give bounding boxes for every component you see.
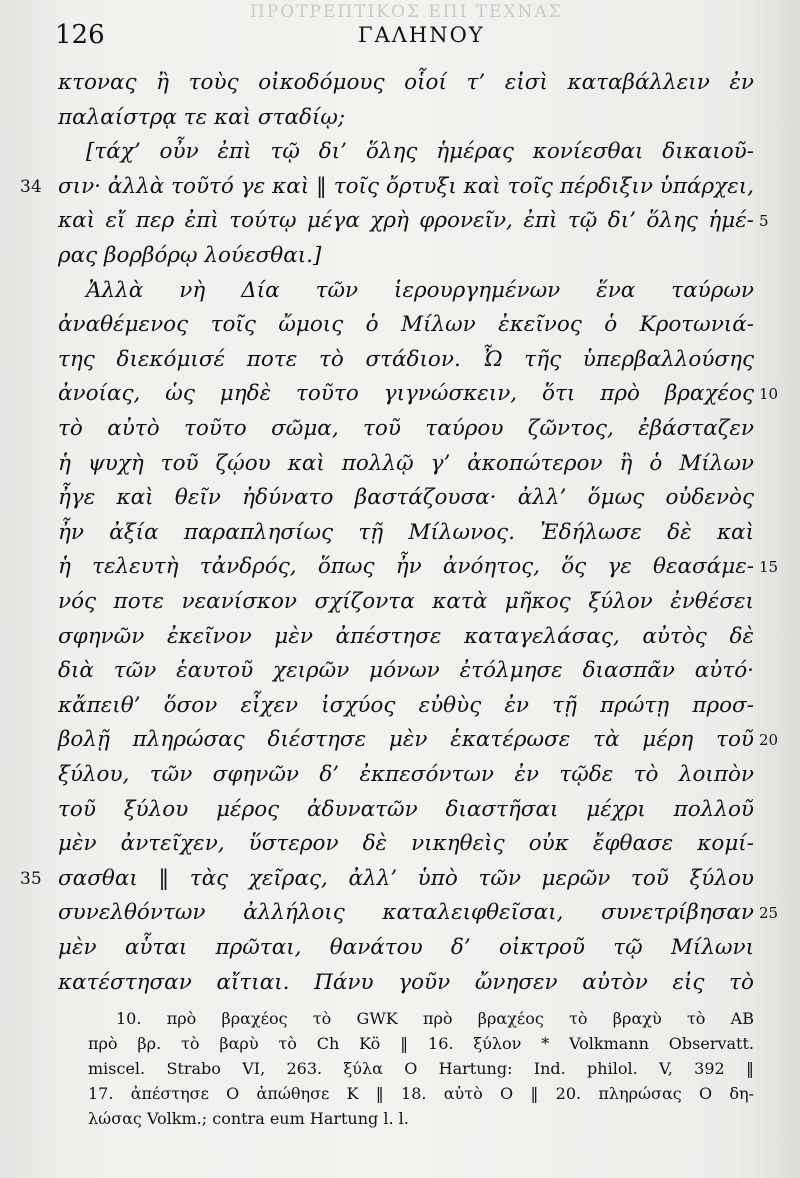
text-line-content: τὸ αὐτὸ τοῦτο σῶμα, τοῦ ταύρου ζῶντος, ἐβάσταζεν [58, 416, 754, 441]
text-line [58, 377, 754, 411]
text-line [58, 412, 754, 446]
apparatus-line: λώσας Volkm.; contra eum Hartung l. l. [88, 1109, 409, 1128]
text-line [58, 274, 754, 308]
text-line-content: κἄπειθ’ ὅσον εἶχεν ἰσχύος εὐθὺς ἐν τῇ πρώτῃ προσ- [58, 693, 754, 718]
text-line [58, 204, 754, 238]
text-line-content: Ἀλλὰ νὴ Δία τῶν ἱερουργημένων ἕνα ταύρων [86, 278, 754, 303]
text-line-content: κατέστησαν αἴτιαι. Πάνυ γοῦν ὤνησεν αὐτὸν εἰς τὸ [58, 970, 754, 995]
text-line [58, 931, 754, 965]
text-line-content: σασθαι ‖ τὰς χεῖρας, ἀλλ’ ὑπὸ τῶν μερῶν τοῦ ξύλου [58, 866, 754, 891]
text-line [58, 758, 754, 792]
text-line-content: ἀνοίας, ὡς μηδὲ τοῦτο γιγνώσκειν, ὅτι πρὸ βραχέος [58, 381, 754, 406]
text-line-content: νός ποτε νεανίσκον σχίζοντα κατὰ μῆκος ξύλον ἐνθέσει [58, 589, 754, 614]
running-head: ΓΑΛΗΝΟΥ [358, 23, 485, 47]
text-line-content: ἦν ἀξία παραπλησίως τῇ Μίλωνος. Ἐδήλωσε δὲ καὶ [58, 520, 754, 545]
page-header [55, 20, 755, 54]
text-line [58, 585, 754, 619]
text-line [58, 723, 754, 757]
text-line [58, 896, 754, 930]
text-line-content: ξύλου, τῶν σφηνῶν δ’ ἐκπεσόντων ἐν τῷδε τὸ λοιπὸν [58, 762, 754, 787]
text-line [58, 516, 754, 550]
text-line-content: [τάχ’ οὖν ἐπὶ τῷ δι’ ὅλης ἡμέρας κονίεσθαι δικαιοῦ- [86, 139, 754, 164]
line-number: 10 [759, 385, 779, 403]
text-line [58, 101, 754, 135]
page-number: 126 [55, 20, 105, 50]
text-line-content: τοῦ ξύλου μέρος ἀδυνατῶν διαστῆσαι μέχρι πολλοῦ [58, 797, 754, 822]
text-line [58, 308, 754, 342]
text-line-content: μὲν αὗται πρῶται, θανάτου δ’ οἰκτροῦ τῷ Μίλωνι [58, 935, 754, 960]
line-number: 15 [759, 558, 779, 576]
apparatus-line: πρὸ βρ. τὸ βαρὺ τὸ Ch Kö ‖ 16. ξύλον * Volkmann Observatt. [88, 1034, 754, 1053]
text-line-content: της διεκόμισέ ποτε τὸ στάδιον. Ὦ τῆς ὑπερβαλλούσης [58, 347, 754, 372]
text-line [58, 793, 754, 827]
text-line [58, 481, 754, 515]
text-line [58, 447, 754, 481]
text-line [58, 343, 754, 377]
text-line-content: ἡ τελευτὴ τἀνδρός, ὅπως ἦν ἀνόητος, ὅς γε θεασάμε- [58, 554, 754, 579]
apparatus-line: miscel. Strabo VI, 263. ξύλα O Hartung: Ind. philol. V, 392 ‖ [88, 1059, 754, 1078]
text-line [58, 654, 754, 688]
text-line [58, 550, 754, 584]
text-line-content: ἀναθέμενος τοῖς ὤμοις ὁ Μίλων ἐκεῖνος ὁ Κροτωνιά- [58, 312, 754, 337]
apparatus-line: 17. ἀπέστησε O ἀπώθησε K ‖ 18. αὐτὸ O ‖ 20. πληρώσας O δη- [88, 1084, 754, 1103]
apparatus-line: 10. πρὸ βραχέος τὸ GWK πρὸ βραχέος τὸ βραχὺ τὸ AB [116, 1009, 754, 1028]
text-line [58, 827, 754, 861]
text-line [58, 620, 754, 654]
text-line-content: σφηνῶν ἐκεῖνον μὲν ἀπέστησε καταγελάσας, αὐτὸς δὲ [58, 624, 754, 649]
text-line-content: κτονας ἢ τοὺς οἰκοδόμους οἷοί τ’ εἰσὶ καταβάλλειν ἐν [58, 70, 754, 95]
line-number: 20 [759, 731, 779, 749]
text-line-content: καὶ εἴ περ ἐπὶ τούτῳ μέγα χρὴ φρονεῖν, ἐπὶ τῷ δι’ ὅλης ἡμέ- [58, 208, 754, 233]
text-line-content: σιν· ἀλλὰ τοῦτό γε καὶ ‖ τοῖς ὄρτυξι καὶ τοῖς πέρδιξιν ὑπάρχει, [58, 174, 754, 199]
margin-reference-number: 35 [20, 869, 42, 889]
text-line-content: βολῇ πληρώσας διέστησε μὲν ἑκατέρωσε τὰ μέρη τοῦ [58, 727, 754, 752]
text-line-content: ρας βορβόρῳ λούεσθαι.] [58, 243, 322, 268]
line-number: 25 [759, 904, 779, 922]
text-line [58, 135, 754, 169]
bleed-through-text: ΠΡΟΤΡΕΠΤΙΚΟΣ ΕΠΙ ΤΕΧΝΑΣ [250, 2, 563, 22]
text-line-content: ἦγε καὶ θεῖν ἠδύνατο βαστάζουσα· ἀλλ’ ὅμως οὐδενὸς [58, 485, 754, 510]
text-line [58, 966, 754, 1000]
text-line [58, 170, 754, 204]
text-line-content: παλαίστρᾳ τε καὶ σταδίῳ; [58, 105, 346, 130]
text-line [58, 689, 754, 723]
critical-apparatus [88, 1006, 754, 1131]
text-line-content: ἡ ψυχὴ τοῦ ζῴου καὶ πολλῷ γ’ ἀκοπώτερον ἢ ὁ Μίλων [58, 451, 754, 476]
margin-reference-number: 34 [20, 177, 42, 197]
line-number: 5 [759, 212, 769, 230]
text-line-content: μὲν ἀντεῖχεν, ὕστερον δὲ νικηθεὶς οὐκ ἔφθασε κομί- [58, 831, 754, 856]
text-line [58, 862, 754, 896]
text-line-content: συνελθόντων ἀλλήλοις καταλειφθεῖσαι, συνετρίβησαν [58, 900, 754, 925]
text-line-content: διὰ τῶν ἑαυτοῦ χειρῶν μόνων ἐτόλμησε διασπᾶν αὐτό· [58, 658, 754, 683]
text-line [58, 66, 754, 100]
text-line [58, 239, 754, 273]
